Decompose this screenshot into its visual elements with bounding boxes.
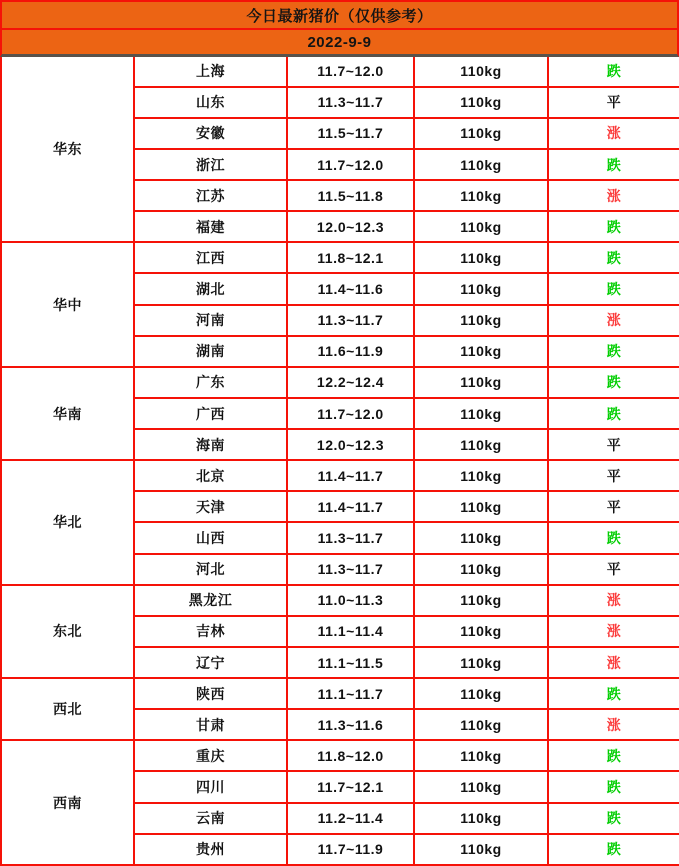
province-cell: 陕西 <box>134 678 287 709</box>
table-row <box>1 242 679 273</box>
weight-cell: 110kg <box>414 709 548 740</box>
trend-cell: 跌 <box>548 211 679 242</box>
price-cell: 11.6~11.9 <box>287 336 414 367</box>
price-cell: 11.1~11.5 <box>287 647 414 678</box>
province-cell: 北京 <box>134 460 287 491</box>
region-cell: 华南 <box>1 367 134 460</box>
price-cell: 11.3~11.7 <box>287 305 414 336</box>
price-cell: 11.2~11.4 <box>287 803 414 834</box>
price-cell: 11.0~11.3 <box>287 585 414 616</box>
weight-cell: 110kg <box>414 57 548 87</box>
price-cell: 11.7~12.0 <box>287 398 414 429</box>
weight-cell: 110kg <box>414 803 548 834</box>
province-cell: 上海 <box>134 57 287 87</box>
trend-cell: 平 <box>548 87 679 118</box>
region-cell: 华北 <box>1 460 134 585</box>
price-cell: 11.5~11.8 <box>287 180 414 211</box>
province-cell: 江西 <box>134 242 287 273</box>
province-cell: 广东 <box>134 367 287 398</box>
trend-cell: 跌 <box>548 336 679 367</box>
region-cell: 西北 <box>1 678 134 740</box>
province-cell: 湖南 <box>134 336 287 367</box>
price-cell: 11.3~11.7 <box>287 522 414 553</box>
price-cell: 12.2~12.4 <box>287 367 414 398</box>
table-title: 今日最新猪价（仅供参考） <box>246 7 433 25</box>
trend-cell: 涨 <box>548 709 679 740</box>
weight-cell: 110kg <box>414 740 548 771</box>
weight-cell: 110kg <box>414 616 548 647</box>
weight-cell: 110kg <box>414 149 548 180</box>
weight-cell: 110kg <box>414 273 548 304</box>
weight-cell: 110kg <box>414 491 548 522</box>
weight-cell: 110kg <box>414 554 548 585</box>
province-cell: 辽宁 <box>134 647 287 678</box>
weight-cell: 110kg <box>414 771 548 802</box>
province-cell: 甘肃 <box>134 709 287 740</box>
price-cell: 11.7~12.1 <box>287 771 414 802</box>
table-title-bar <box>0 0 679 28</box>
trend-cell: 涨 <box>548 118 679 149</box>
province-cell: 吉林 <box>134 616 287 647</box>
price-cell: 12.0~12.3 <box>287 429 414 460</box>
price-cell: 12.0~12.3 <box>287 211 414 242</box>
trend-cell: 涨 <box>548 305 679 336</box>
region-cell: 西南 <box>1 740 134 865</box>
province-cell: 四川 <box>134 771 287 802</box>
trend-cell: 跌 <box>548 149 679 180</box>
province-cell: 海南 <box>134 429 287 460</box>
province-cell: 江苏 <box>134 180 287 211</box>
price-cell: 11.8~12.1 <box>287 242 414 273</box>
province-cell: 天津 <box>134 491 287 522</box>
weight-cell: 110kg <box>414 367 548 398</box>
weight-cell: 110kg <box>414 522 548 553</box>
province-cell: 浙江 <box>134 149 287 180</box>
weight-cell: 110kg <box>414 585 548 616</box>
weight-cell: 110kg <box>414 87 548 118</box>
trend-cell: 平 <box>548 554 679 585</box>
province-cell: 黑龙江 <box>134 585 287 616</box>
weight-cell: 110kg <box>414 647 548 678</box>
trend-cell: 跌 <box>548 771 679 802</box>
province-cell: 山西 <box>134 522 287 553</box>
weight-cell: 110kg <box>414 211 548 242</box>
price-cell: 11.4~11.6 <box>287 273 414 304</box>
trend-cell: 跌 <box>548 367 679 398</box>
price-cell: 11.1~11.7 <box>287 678 414 709</box>
trend-cell: 跌 <box>548 522 679 553</box>
price-table-body <box>1 57 679 865</box>
price-cell: 11.3~11.7 <box>287 87 414 118</box>
table-row <box>1 740 679 771</box>
province-cell: 重庆 <box>134 740 287 771</box>
province-cell: 云南 <box>134 803 287 834</box>
table-date-bar <box>0 28 679 57</box>
province-cell: 河南 <box>134 305 287 336</box>
price-cell: 11.7~11.9 <box>287 834 414 865</box>
trend-cell: 平 <box>548 460 679 491</box>
table-row <box>1 678 679 709</box>
trend-cell: 涨 <box>548 647 679 678</box>
province-cell: 安徽 <box>134 118 287 149</box>
price-cell: 11.7~12.0 <box>287 57 414 87</box>
weight-cell: 110kg <box>414 336 548 367</box>
trend-cell: 跌 <box>548 273 679 304</box>
table-row <box>1 57 679 87</box>
weight-cell: 110kg <box>414 460 548 491</box>
trend-cell: 平 <box>548 429 679 460</box>
trend-cell: 跌 <box>548 834 679 865</box>
province-cell: 贵州 <box>134 834 287 865</box>
price-table <box>0 57 679 866</box>
trend-cell: 跌 <box>548 803 679 834</box>
price-cell: 11.3~11.7 <box>287 554 414 585</box>
trend-cell: 跌 <box>548 57 679 87</box>
province-cell: 广西 <box>134 398 287 429</box>
trend-cell: 涨 <box>548 180 679 211</box>
price-cell: 11.4~11.7 <box>287 491 414 522</box>
weight-cell: 110kg <box>414 242 548 273</box>
price-cell: 11.8~12.0 <box>287 740 414 771</box>
trend-cell: 平 <box>548 491 679 522</box>
table-date: 2022-9-9 <box>307 33 372 51</box>
weight-cell: 110kg <box>414 305 548 336</box>
region-cell: 华东 <box>1 57 134 242</box>
weight-cell: 110kg <box>414 429 548 460</box>
region-cell: 东北 <box>1 585 134 678</box>
trend-cell: 跌 <box>548 242 679 273</box>
weight-cell: 110kg <box>414 398 548 429</box>
price-cell: 11.7~12.0 <box>287 149 414 180</box>
trend-cell: 跌 <box>548 678 679 709</box>
weight-cell: 110kg <box>414 118 548 149</box>
province-cell: 河北 <box>134 554 287 585</box>
province-cell: 山东 <box>134 87 287 118</box>
region-cell: 华中 <box>1 242 134 367</box>
table-row <box>1 585 679 616</box>
table-row <box>1 367 679 398</box>
trend-cell: 涨 <box>548 616 679 647</box>
province-cell: 福建 <box>134 211 287 242</box>
weight-cell: 110kg <box>414 180 548 211</box>
price-cell: 11.3~11.6 <box>287 709 414 740</box>
trend-cell: 跌 <box>548 740 679 771</box>
price-cell: 11.5~11.7 <box>287 118 414 149</box>
price-cell: 11.4~11.7 <box>287 460 414 491</box>
weight-cell: 110kg <box>414 678 548 709</box>
trend-cell: 跌 <box>548 398 679 429</box>
weight-cell: 110kg <box>414 834 548 865</box>
table-row <box>1 460 679 491</box>
price-cell: 11.1~11.4 <box>287 616 414 647</box>
province-cell: 湖北 <box>134 273 287 304</box>
trend-cell: 涨 <box>548 585 679 616</box>
